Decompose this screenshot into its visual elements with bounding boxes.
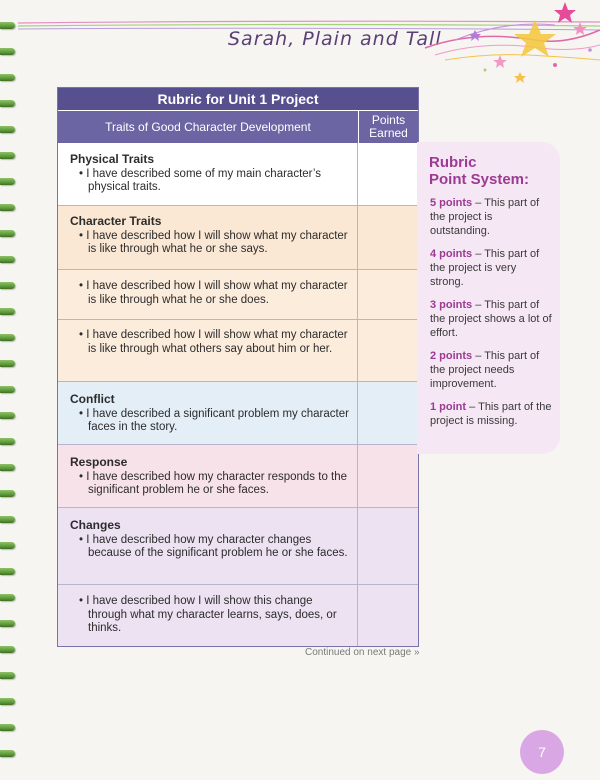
table-row <box>58 320 418 382</box>
points-earned-cell[interactable] <box>358 320 418 381</box>
traits-column-header: Traits of Good Character Development <box>58 111 359 143</box>
table-row <box>58 382 418 445</box>
points-earned-cell[interactable] <box>358 143 418 205</box>
row-criterion: • I have described how I will show what my character is like through what he or she says. <box>79 229 348 255</box>
points-column-header: Points Earned <box>369 113 408 140</box>
point-system-title: Rubric Point System: <box>429 154 530 188</box>
points-earned-cell[interactable] <box>358 585 418 646</box>
rubric-title: Rubric for Unit 1 Project <box>58 88 418 111</box>
row-heading: Response <box>70 455 128 469</box>
page-number: 7 <box>520 730 564 774</box>
points-earned-cell[interactable] <box>358 382 418 444</box>
row-heading: Conflict <box>70 392 115 406</box>
table-row <box>58 585 418 646</box>
table-row <box>58 270 418 320</box>
point-system-panel <box>417 142 560 454</box>
row-criterion: • I have described how my character responds to the significant problem he or she faces. <box>79 470 348 496</box>
spiral-binding <box>0 0 18 780</box>
table-row <box>58 508 418 585</box>
table-row <box>58 206 418 270</box>
point-level-3: 3 points – This part of the project shows a lot of effort. <box>430 299 552 339</box>
points-earned-cell[interactable] <box>358 508 418 584</box>
row-criterion: • I have described some of my main character’s physical traits. <box>79 167 322 193</box>
row-criterion: • I have described how I will show this change through what my character learns, says, does, or thinks. <box>79 595 337 634</box>
continued-note: Continued on next page » <box>305 647 420 658</box>
rubric-header-row <box>58 111 418 143</box>
row-heading: Character Traits <box>70 214 162 228</box>
rubric-table <box>57 87 419 647</box>
row-criterion: • I have described a significant problem my character faces in the story. <box>79 407 349 433</box>
stars-decoration <box>415 0 600 95</box>
points-earned-cell[interactable] <box>358 445 418 507</box>
point-level-4: 4 points – This part of the project is very strong. <box>430 248 540 288</box>
points-earned-cell[interactable] <box>358 206 418 269</box>
row-heading: Changes <box>70 518 121 532</box>
row-heading: Physical Traits <box>70 152 155 166</box>
point-level-5: 5 points – This part of the project is outstanding. <box>430 197 540 237</box>
point-level-2: 2 points – This part of the project needs improvement. <box>430 350 540 390</box>
points-earned-cell[interactable] <box>358 270 418 319</box>
row-criterion: • I have described how my character changes because of the significant problem he or she faces. <box>79 533 348 559</box>
table-row <box>58 445 418 508</box>
row-criterion: • I have described how I will show what my character is like through what others say about him or her. <box>79 329 348 355</box>
row-criterion: • I have described how I will show what my character is like through what he or she does. <box>79 280 348 306</box>
book-title: Sarah, Plain and Tall <box>228 28 442 50</box>
table-row <box>58 143 418 206</box>
point-level-1: 1 point – This part of the project is missing. <box>430 401 552 427</box>
